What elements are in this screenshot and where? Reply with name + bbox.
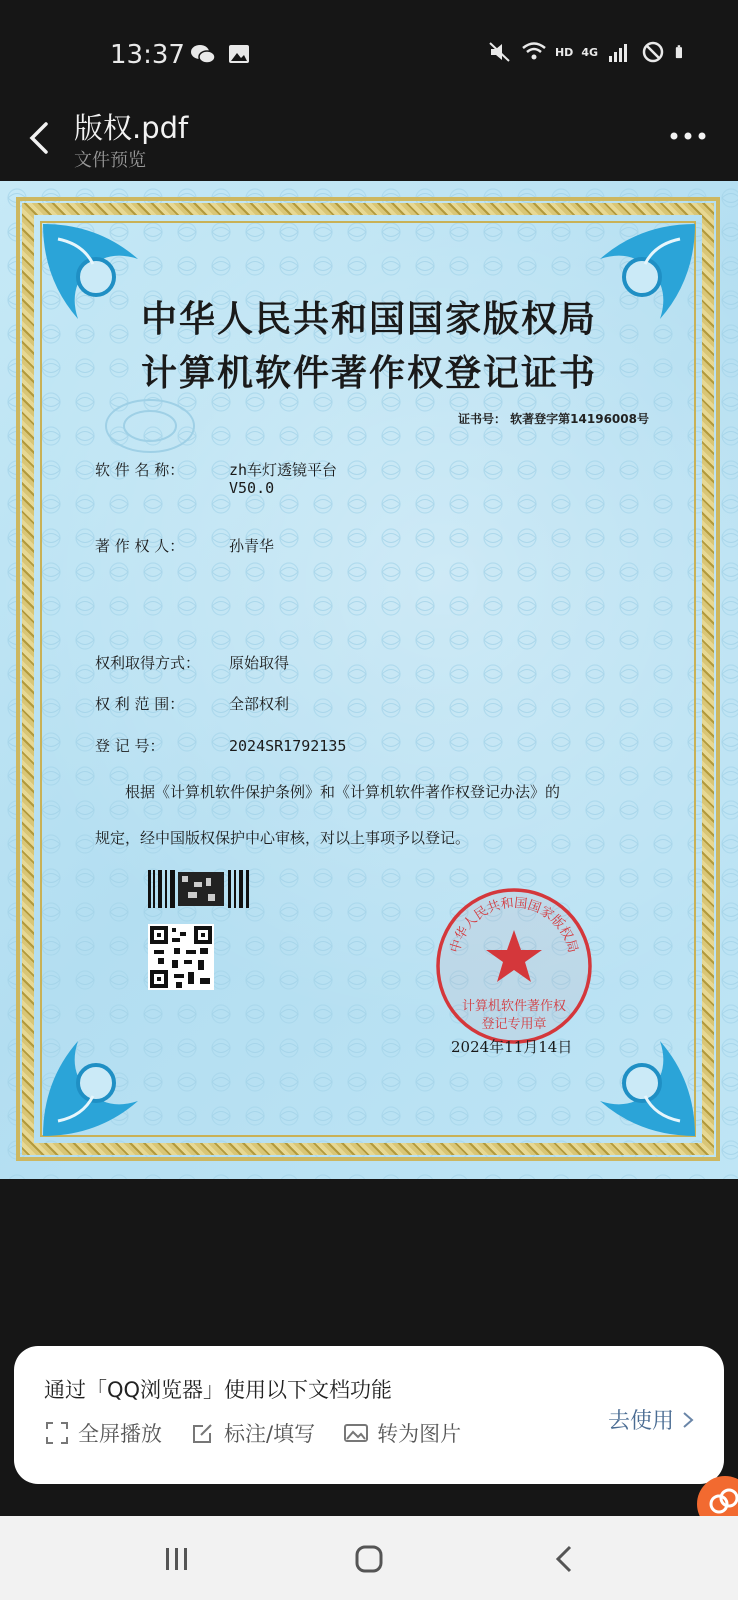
- system-nav-bar: [0, 1516, 738, 1600]
- dnd-icon: [640, 40, 666, 64]
- wechat-icon: [190, 42, 216, 66]
- battery-icon: [674, 40, 690, 64]
- certificate-title-line1: 中华人民共和国国家版权局: [140, 298, 597, 340]
- fullscreen-play-option[interactable]: [44, 1418, 162, 1448]
- seal-line1: 计算机软件著作权: [461, 999, 566, 1014]
- app-header: [0, 100, 738, 180]
- field-copyright-owner: [95, 535, 274, 556]
- convert-to-image-option[interactable]: [343, 1418, 461, 1448]
- certificate-date: 2024年11月14日: [451, 1038, 573, 1056]
- field-value: 原始取得: [229, 654, 290, 672]
- seal-caption: [452, 998, 576, 1034]
- field-value: 孙青华: [229, 537, 275, 555]
- field-value: zh车灯透镜平台: [229, 461, 338, 479]
- certificate-document[interactable]: [0, 181, 738, 1179]
- home-icon[interactable]: [354, 1544, 384, 1574]
- certificate-paragraph-line1: 根据《计算机软件保护条例》和《计算机软件著作权登记办法》的: [125, 783, 561, 801]
- barcode: [148, 870, 252, 908]
- fullscreen-icon: [44, 1420, 70, 1446]
- field-rights-scope: [95, 693, 289, 714]
- page-title: 版权.pdf: [74, 111, 189, 145]
- field-label: 登 记 号：: [95, 737, 165, 755]
- corner-ornament-bottom-right: [580, 1021, 700, 1141]
- field-label: 软 件 名 称：: [95, 461, 185, 479]
- seal-ring-text: 中华人民共和国国家版权局: [447, 895, 581, 955]
- mute-icon: [487, 40, 513, 64]
- wifi-icon: [521, 40, 547, 64]
- use-now-button[interactable]: [608, 1404, 694, 1435]
- field-acquisition-method: [95, 652, 289, 673]
- qr-code: [148, 924, 214, 990]
- network-type-label: 4G: [581, 45, 598, 59]
- nav-back-icon[interactable]: [550, 1544, 580, 1574]
- watermark-emblem: [100, 396, 200, 456]
- field-label: 权 利 范 围：: [95, 695, 185, 713]
- status-bar: [0, 0, 738, 100]
- corner-ornament-bottom-left: [38, 1021, 158, 1141]
- field-value: V50.0: [229, 479, 275, 497]
- gallery-icon: [226, 42, 252, 66]
- field-label: 权利取得方式：: [95, 654, 201, 672]
- qq-browser-promo-card: [14, 1346, 724, 1484]
- certificate-number: 证书号： 软著登字第14196008号: [458, 412, 649, 426]
- more-options-icon[interactable]: [668, 130, 708, 142]
- field-value: 2024SR1792135: [229, 737, 347, 755]
- promo-headline: 通过「QQ浏览器」使用以下文档功能: [44, 1378, 393, 1402]
- back-icon[interactable]: [22, 118, 58, 158]
- use-now-label: 去使用: [607, 1409, 674, 1434]
- page-subtitle: 文件预览: [74, 150, 146, 171]
- field-label: 著 作 权 人：: [95, 537, 185, 555]
- signal-icon: [606, 40, 632, 64]
- status-time: 13:37: [110, 40, 185, 70]
- chevron-right-icon: [682, 1411, 694, 1429]
- field-registration-number: [95, 735, 346, 756]
- edit-icon: [190, 1420, 216, 1446]
- option-label: 标注/填写: [224, 1422, 316, 1446]
- option-label: 转为图片: [377, 1422, 462, 1446]
- field-software-name: [95, 459, 337, 480]
- annotate-fill-option[interactable]: [190, 1418, 315, 1448]
- image-icon: [343, 1420, 369, 1446]
- recent-apps-icon[interactable]: [162, 1544, 192, 1574]
- field-value: 全部权利: [229, 695, 290, 713]
- seal-line2: 登记专用章: [481, 1017, 547, 1032]
- network-hd-label: HD: [554, 45, 574, 59]
- field-software-version: [95, 479, 274, 497]
- option-label: 全屏播放: [78, 1422, 162, 1446]
- certificate-title-line2: 计算机软件著作权登记证书: [140, 352, 597, 394]
- certificate-paragraph-line2: 规定，经中国版权保护中心审核，对以上事项予以登记。: [95, 829, 471, 847]
